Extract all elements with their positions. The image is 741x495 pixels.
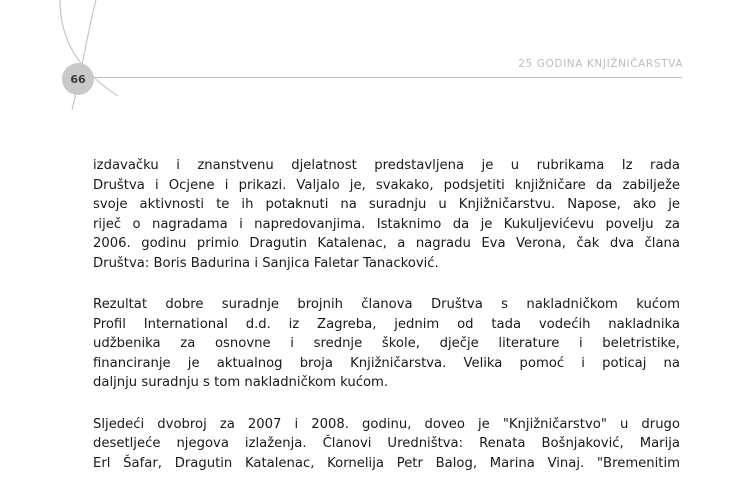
text-line: Rezultat dobre suradnje brojnih članova Društva s nakladničkom kućom	[93, 297, 680, 312]
text-line: Društva i Ocjene i prikazi. Valjalo je, svakako, podsjetiti knjižničare da zabilježe	[93, 177, 680, 193]
text-line: desetljeće njegova izlaženja. Članovi Uredništva: Renata Bošnjaković, Marija	[93, 436, 680, 451]
text-line: Erl Šafar, Dragutin Katalenac, Kornelija Petr Balog, Marina Vinaj. "Bremenitim	[93, 455, 680, 471]
decorative-arcs	[0, 0, 741, 110]
running-header: 25 GODINA KNJIŽNIČARSTVA	[518, 58, 683, 70]
text-line: svoje aktivnosti te ih potaknuti na suradnju u Knjižničarstvu. Napose, ako je	[93, 197, 680, 212]
text-line: riječ o nagradama i napredovanjima. Istaknimo da je Kukuljevićevu povelju za	[93, 216, 680, 232]
text-line: udžbenika za osnovne i srednje škole, dječje literature i beletristike,	[93, 336, 680, 351]
body-text	[93, 156, 680, 495]
text-line: izdavačku i znanstvenu djelatnost predstavljena je u rubrikama Iz rada	[93, 158, 680, 173]
page-number: 66	[62, 63, 94, 95]
paragraph-2	[93, 295, 680, 393]
paragraph-3	[93, 415, 680, 474]
text-line: Sljedeći dvobroj za 2007 i 2008. godinu, doveo je "Knjižničarstvo" u drugo	[93, 416, 680, 432]
text-line: financiranje je aktualnog broja Knjižničarstva. Velika pomoć i poticaj na	[93, 355, 680, 371]
text-line: 2006. godinu primio Dragutin Katalenac, a nagradu Eva Verona, čak dva člana	[93, 236, 680, 251]
paragraph-1	[93, 156, 680, 273]
text-line: Profil International d.d. iz Zagreba, jednim od tada vodećih nakladnika	[93, 316, 680, 332]
header-rule	[94, 77, 682, 78]
text-line: daljnju suradnju s tom nakladničkom kućom.	[93, 375, 389, 390]
text-line: Društva: Boris Badurina i Sanjica Faletar Tanacković.	[93, 255, 439, 271]
